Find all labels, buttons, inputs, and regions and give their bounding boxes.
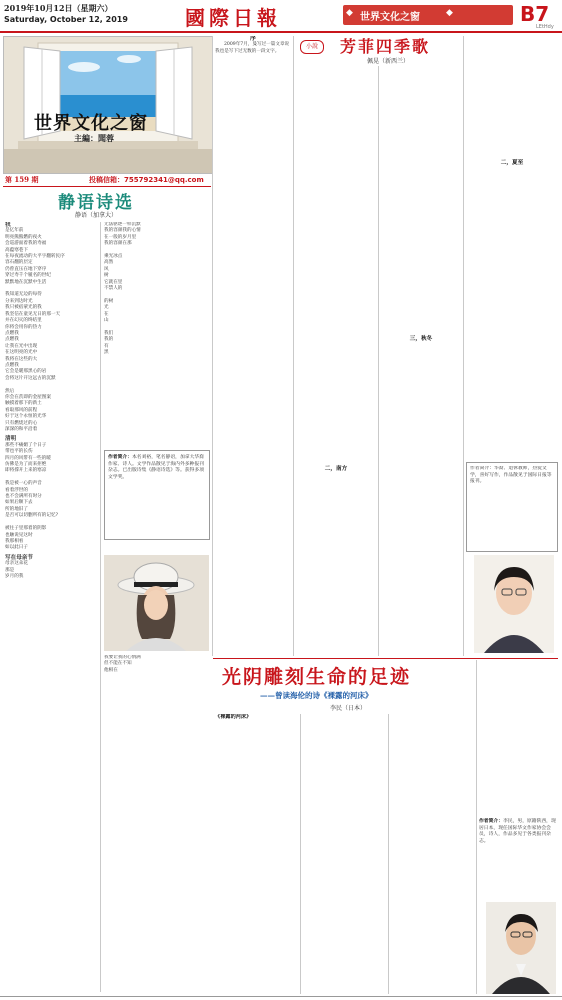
- poem-line: 穿过寿千个履名的世纪: [5, 273, 51, 279]
- portrait-image: [486, 902, 556, 994]
- poem-line: 触摸着那下的新土: [5, 401, 42, 407]
- poem-line: 分来到达时光: [5, 298, 33, 304]
- serial-author: 佩晃（新西兰）: [367, 58, 410, 65]
- poem-column-2: [104, 222, 210, 446]
- banner: [3, 36, 213, 174]
- page-header: [0, 0, 562, 32]
- article2-column-4: [479, 664, 559, 814]
- poem-line: 然后: [5, 388, 15, 394]
- poem-line: 你会在茨即的金屋图案: [5, 394, 51, 400]
- poem-lines: [104, 222, 210, 433]
- poem-line: 如果后顺下去: [5, 500, 33, 506]
- poem-subtitle: 我: [5, 222, 11, 228]
- poem-line: 岁月的我: [5, 573, 24, 579]
- poem-line: 如以此日子: [5, 545, 28, 551]
- article2-poem-label: 《裸露的河床》: [215, 714, 252, 720]
- poem-title-2: 清明: [5, 436, 17, 443]
- poem-title-3: 写在母亲节: [5, 554, 33, 561]
- poem-lines: [5, 228, 97, 433]
- poem-line: 有: [104, 343, 109, 349]
- article2-subtitle: ——曾读海伦的诗《裸露的河床》: [260, 691, 373, 700]
- article2-author-note: [479, 818, 559, 898]
- poem-line: [104, 427, 210, 433]
- poem-line: 我将在这些的大: [5, 356, 38, 362]
- section-label: 世界文化之窗: [360, 12, 420, 23]
- poem-lines: [5, 561, 97, 580]
- poem-line: 在每夜流动的大平字翻转民序: [5, 254, 65, 260]
- section-tab: [343, 5, 513, 25]
- column-divider: [388, 714, 389, 994]
- right-author-photo: [474, 555, 554, 653]
- serial-icon: 小說: [300, 40, 324, 54]
- banner-title: 世界文化之窗: [34, 113, 148, 134]
- author-note-text: 本名刘裕，笔名静语，加拿大华裔作家、诗人。文学作品散见于海内外多种报刊杂志。已出版诗集《静语诗选》等。获得多项文学奖。: [108, 455, 204, 480]
- masthead-logo: 國際日報: [185, 6, 281, 30]
- poem-line: 仍曾直压在地下穿序: [5, 266, 47, 272]
- poem-line: 看着浮世的: [5, 487, 28, 493]
- poem-line: 并在幻灭的终结里: [5, 318, 42, 324]
- poem-line: 你将会用你的热力: [5, 324, 42, 330]
- poem-line: 我的容颜我的心情: [104, 228, 141, 234]
- poem-line: 我的: [104, 337, 114, 343]
- poem-line: 在这明亮的光中: [5, 350, 38, 356]
- poem-line: 也不会满所有时分: [5, 494, 42, 500]
- poem-line: 黑: [104, 350, 109, 356]
- poem-line: 那些不痛媚了个日子: [5, 442, 47, 448]
- poem-section-author: 静语（加拿大）: [75, 212, 118, 219]
- article2-title: 光阴雕刻生命的足迹: [222, 666, 412, 688]
- col3-lead: 2009年7月，曼写过一篇文章说我也是写下过无数的一段文字。: [215, 42, 290, 54]
- poem-line: 明亮熊熊燃的夜火: [5, 234, 42, 240]
- poem-line: 会巡游面着我的寿福: [5, 241, 47, 247]
- poem-line: 仿佛是为了而来拒绝: [5, 462, 47, 468]
- column-divider: [463, 36, 464, 656]
- portrait-image: [104, 555, 209, 651]
- poem-line: 是亿年前: [5, 228, 24, 234]
- poem-line: 四月的风带有一些的暖: [5, 455, 51, 461]
- header-date-cn: 2019年10月12日（星期六）: [4, 3, 113, 13]
- poem-lines: [5, 443, 97, 552]
- poem-line: 默默地在沉默中生活: [5, 279, 47, 285]
- poem-line: 我只被宿蒙光的我: [5, 305, 42, 311]
- right-column-text: [466, 36, 558, 456]
- page-bottom-rule: [0, 996, 562, 997]
- poem-column-2b: [104, 655, 210, 745]
- poem-line: 点燃我: [5, 337, 19, 343]
- author-note: [108, 454, 206, 481]
- right-author-note: [470, 466, 554, 486]
- article-separator: [213, 658, 558, 659]
- poem-line: 母亲这朵花: [5, 561, 28, 567]
- poem-line: 光: [104, 305, 109, 311]
- poem-line: 我要让我的心情满: [104, 655, 141, 660]
- poem-line: 我们: [104, 330, 114, 336]
- right-author-note-box: [466, 462, 558, 552]
- poem-line: 我那相看: [5, 538, 24, 544]
- poem-line: 山: [104, 318, 109, 324]
- article2-author-note-text: 李民，男，原籍陕西，现居日本，现任国际华文作家协会会员，诗人，作品多见于各类报刊杂志。: [479, 819, 556, 844]
- contact-email: 投稿信箱：755792341@qq.com: [89, 176, 204, 184]
- poem-line: 在一般的岁月里: [104, 234, 137, 240]
- poem-line: 是否可以切删所有的记忆?: [5, 513, 58, 519]
- poem-section-title: 静语诗选: [58, 193, 134, 213]
- poem-line: 点燃我: [5, 330, 19, 336]
- poem-line: 它会是暖那黑心的岩: [5, 369, 47, 375]
- poem-line: 我的容颜在那: [104, 241, 132, 247]
- poem-line: 容石翻的层定: [5, 260, 33, 266]
- serial-subhead: 三，秋冬: [409, 336, 433, 342]
- portrait-image: [474, 555, 554, 653]
- column-divider: [300, 714, 301, 994]
- issue-number: 第 159 期: [5, 175, 39, 184]
- serial-title: 芳菲四季歌: [340, 37, 431, 56]
- poem-line: 树: [104, 273, 109, 279]
- poem-line: 带也平的长伤: [5, 449, 33, 455]
- poem-line: 会将这片开这远古的沉默: [5, 375, 56, 381]
- banner-editor: 主編：聞蓉: [74, 133, 114, 143]
- right-author-note-text: 作者简介：华裔、退休教师，热爱文学，喜好写作，作品散见于国际日报等报刊。: [470, 466, 552, 485]
- poem-line: 看取那风的前程: [5, 407, 38, 413]
- serial-column-2: [381, 66, 461, 656]
- poem-line: 好于这个永恒的光华: [5, 414, 47, 420]
- poem-line: 即将撑开上来的寒凉: [5, 468, 47, 474]
- poem-line: 让我在光中出现: [5, 343, 38, 349]
- article2-column-3: [391, 714, 474, 994]
- poem-line: 深深的和平沿着: [5, 427, 38, 432]
- poem-lines: [104, 655, 210, 674]
- poem-line: 风: [104, 266, 109, 272]
- poem-column-1: [5, 222, 97, 962]
- poem-line: 高然: [104, 260, 114, 266]
- header-date-en: Saturday, October 12, 2019: [4, 15, 128, 24]
- column-divider: [293, 36, 294, 656]
- author-note-box: [104, 450, 210, 540]
- poem-line: 乘光冰点: [104, 254, 123, 260]
- serial-column-1: [296, 66, 376, 656]
- serial-subhead: 二，南方: [324, 466, 348, 472]
- poem-line: 不禁人的: [104, 286, 123, 292]
- poem-line: 高蕴寒巷下: [5, 247, 28, 253]
- poem-line: 那是: [5, 567, 15, 573]
- issue-bar: [3, 174, 211, 187]
- author-photo: [104, 555, 209, 651]
- poem-line: 它就在里: [104, 279, 123, 285]
- author-note-label: 作者简介：: [108, 454, 132, 460]
- poem-line: 所的地旧了: [5, 506, 28, 512]
- poem-line: 他相在: [104, 667, 118, 673]
- article2-column-1: [215, 714, 298, 994]
- serial-subhead: 二，夏至: [500, 160, 524, 166]
- column-divider: [476, 660, 477, 994]
- column-divider: [100, 222, 101, 992]
- header-rule: [0, 31, 562, 33]
- poem-line: 无法驱逐一样沉默: [104, 222, 141, 227]
- page-number: B7: [520, 2, 550, 26]
- poem-line: 点燃我: [5, 362, 19, 368]
- poem-line: 的树: [104, 298, 114, 304]
- poem-line: 在: [104, 311, 109, 317]
- poem-line: 我坚信在童见无日的那一天: [5, 311, 61, 317]
- diamond-icon: ◆: [446, 8, 453, 18]
- window-illustration: [4, 37, 212, 173]
- poem-line: 只有燃烧过的心: [5, 420, 38, 426]
- poem-line: 我是被一心的声音: [5, 481, 42, 487]
- poem-line: 也触说见这时: [5, 532, 33, 538]
- article2-author-note-label: 作者简介：: [479, 818, 503, 824]
- column-divider: [378, 66, 379, 656]
- page-number-sub: LEtHdy: [536, 24, 554, 30]
- diamond-icon: ◆: [346, 8, 353, 18]
- column-3-text: [215, 36, 291, 656]
- column-divider: [212, 36, 213, 656]
- article2-author: 李民（日本）: [330, 705, 367, 712]
- article2-author-photo: [486, 902, 556, 994]
- poem-line: 我知道无边的每待: [5, 292, 42, 298]
- article2-column-2: [303, 714, 386, 994]
- poem-line: 被往子里那着的阴影: [5, 526, 47, 532]
- poem-line: 但不能在不知: [104, 661, 132, 667]
- col3-label: 序: [249, 36, 256, 42]
